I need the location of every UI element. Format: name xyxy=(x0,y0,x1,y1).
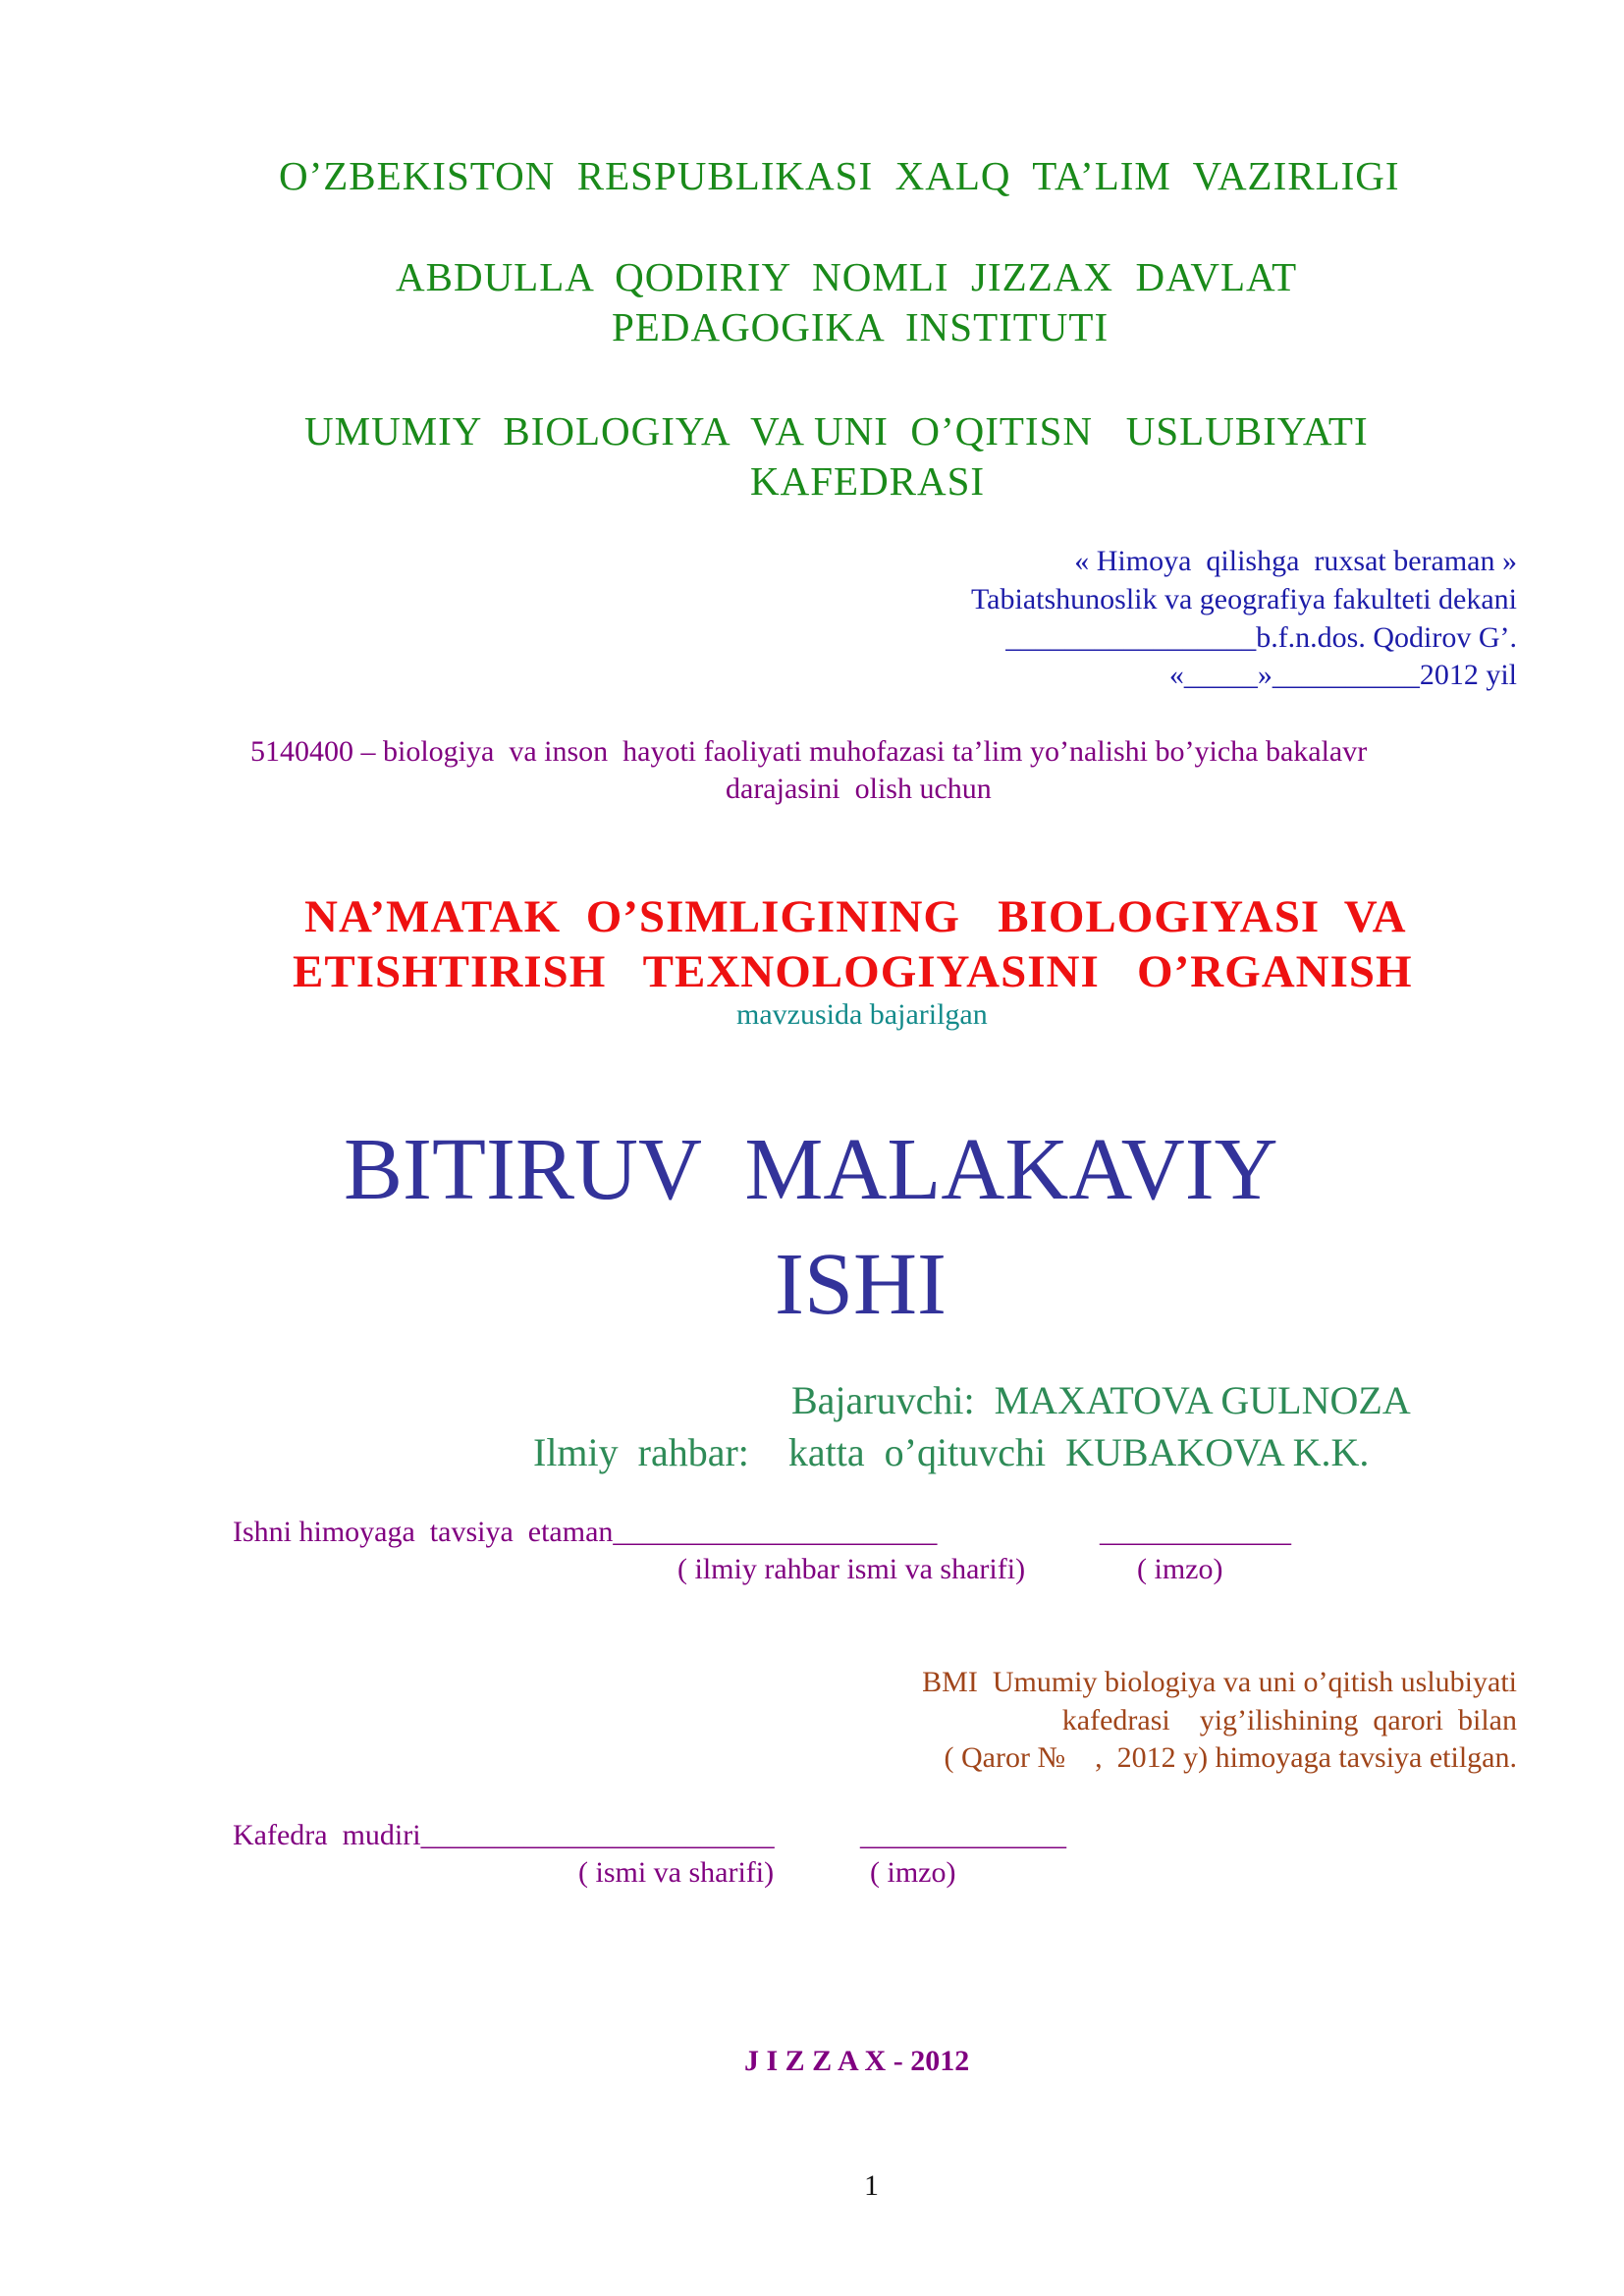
program-line2: darajasini olish uchun xyxy=(726,773,992,805)
head-line: Kafedra mudiri________________________ xyxy=(233,1819,775,1851)
supervisor-line: Ilmiy rahbar: katta o’qituvchi KUBAKOVA K.K. xyxy=(533,1430,1370,1474)
approval-line2: Tabiatshunoslik va geografiya fakulteti dekani xyxy=(970,583,1517,615)
topic-line1: NA’MATAK O’SIMLIGINING BIOLOGIYASI VA xyxy=(304,891,1407,942)
department-title-line2: KAFEDRASI xyxy=(750,458,986,504)
approval-line4: «_____»__________2012 yil xyxy=(1168,659,1517,691)
approval-line1: « Himoya qilishga ruxsat beraman » xyxy=(1074,545,1517,577)
head-caption-sign: ( imzo) xyxy=(870,1856,956,1889)
recommend-caption-sign: ( imzo) xyxy=(1137,1553,1223,1585)
topic-subtitle: mavzusida bajarilgan xyxy=(736,998,988,1031)
work-type-line2: ISHI xyxy=(775,1236,947,1333)
department-title-line1: UMUMIY BIOLOGIYA VA UNI O’QITISN USLUBIYATI xyxy=(304,408,1369,454)
decision-line3: ( Qaror № , 2012 y) himoyaga tavsiya etilgan. xyxy=(944,1741,1517,1774)
approval-line3: _________________b.f.n.dos. Qodirov G’. xyxy=(1005,621,1517,654)
work-type-line1: BITIRUV MALAKAVIY xyxy=(344,1121,1278,1218)
institute-title-line1: ABDULLA QODIRIY NOMLI JIZZAX DAVLAT xyxy=(396,254,1298,299)
recommend-line: Ishni himoyaga tavsiya etaman______________________ xyxy=(233,1516,938,1548)
program-line1: 5140400 – biologiya va inson hayoti faoliyati muhofazasi ta’lim yo’nalishi bo’yicha bakalavr xyxy=(250,735,1368,768)
head-caption-name: ( ismi va sharifi) xyxy=(578,1856,775,1889)
performer-line: Bajaruvchi: MAXATOVA GULNOZA xyxy=(791,1378,1411,1422)
decision-line2: kafedrasi yig’ilishining qarori bilan xyxy=(1061,1704,1517,1736)
recommend-caption-name: ( ilmiy rahbar ismi va sharifi) xyxy=(677,1553,1026,1585)
ministry-title: O’ZBEKISTON RESPUBLIKASI XALQ TA’LIM VAZIRLIGI xyxy=(279,153,1400,198)
recommend-signature-blank: _____________ xyxy=(1100,1516,1291,1548)
city-year: J I Z Z A X - 2012 xyxy=(744,2045,970,2077)
topic-line2: ETISHTIRISH TEXNOLOGIYASINI O’RGANISH xyxy=(293,946,1413,997)
head-signature-blank: ______________ xyxy=(860,1819,1066,1851)
institute-title-line2: PEDAGOGIKA INSTITUTI xyxy=(612,304,1110,349)
decision-line1: BMI Umumiy biologiya va uni o’qitish uslubiyati xyxy=(922,1666,1517,1698)
page-number: 1 xyxy=(864,2169,879,2202)
